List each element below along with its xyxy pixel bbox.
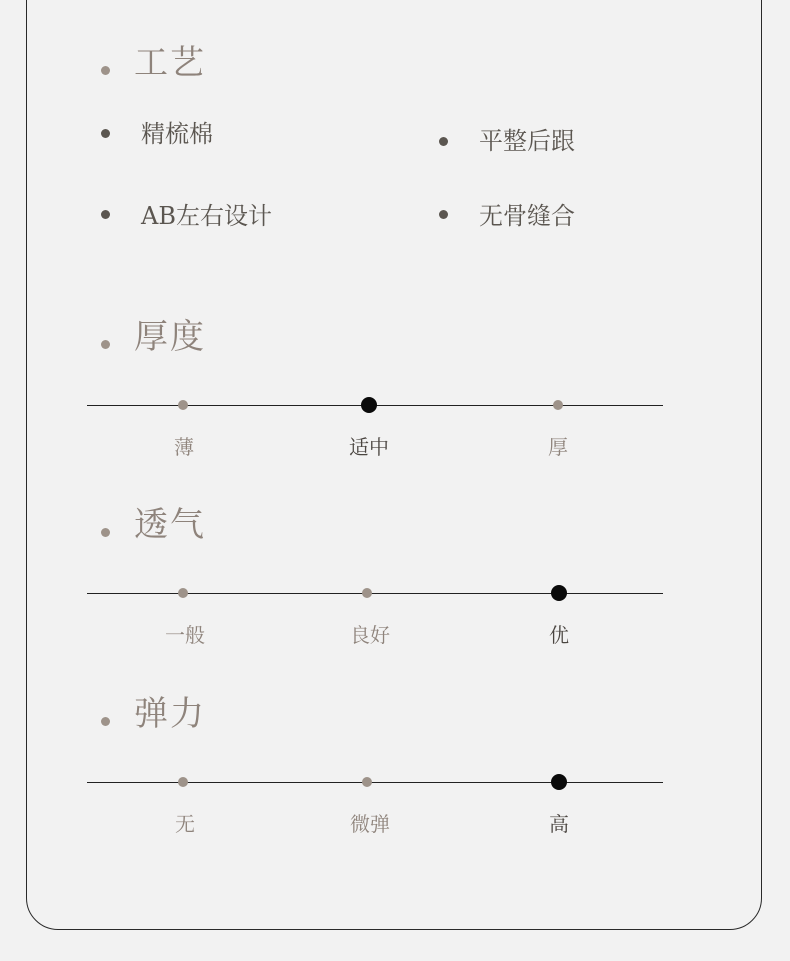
rating-dot [362, 777, 372, 787]
section-bullet [101, 528, 110, 537]
feature-item: 平整后跟 [479, 127, 575, 155]
feature-bullet [101, 129, 110, 138]
feature-item: 无骨缝合 [479, 202, 575, 230]
rating-dot [553, 400, 563, 410]
feature-bullet [439, 137, 448, 146]
rating-level-label: 一般 [165, 623, 205, 647]
rating-level-label: 薄 [174, 435, 194, 459]
section-bullet [101, 717, 110, 726]
product-spec-card [26, 0, 762, 930]
rating-level-label: 良好 [350, 623, 390, 647]
rating-track [87, 782, 663, 783]
rating-level-label: 微弹 [350, 812, 390, 836]
rating-dot [361, 397, 377, 413]
rating-level-label: 无 [175, 812, 195, 836]
rating-heading: 弹力 [134, 694, 206, 734]
rating-heading: 厚度 [134, 317, 206, 357]
rating-level-label: 厚 [548, 435, 568, 459]
rating-dot [178, 777, 188, 787]
feature-bullet [439, 210, 448, 219]
section-bullet [101, 340, 110, 349]
rating-level-label: 高 [549, 812, 569, 836]
rating-dot [178, 400, 188, 410]
feature-bullet [101, 210, 110, 219]
feature-item: AB左右设计 [141, 202, 272, 230]
rating-dot [551, 774, 567, 790]
rating-track [87, 593, 663, 594]
rating-level-label: 适中 [349, 435, 389, 459]
rating-heading: 透气 [134, 505, 206, 545]
rating-dot [178, 588, 188, 598]
rating-level-label: 优 [549, 623, 569, 647]
section-bullet [101, 66, 110, 75]
rating-dot [551, 585, 567, 601]
craft-heading: 工艺 [134, 43, 206, 83]
rating-dot [362, 588, 372, 598]
feature-item: 精梳棉 [141, 120, 213, 148]
